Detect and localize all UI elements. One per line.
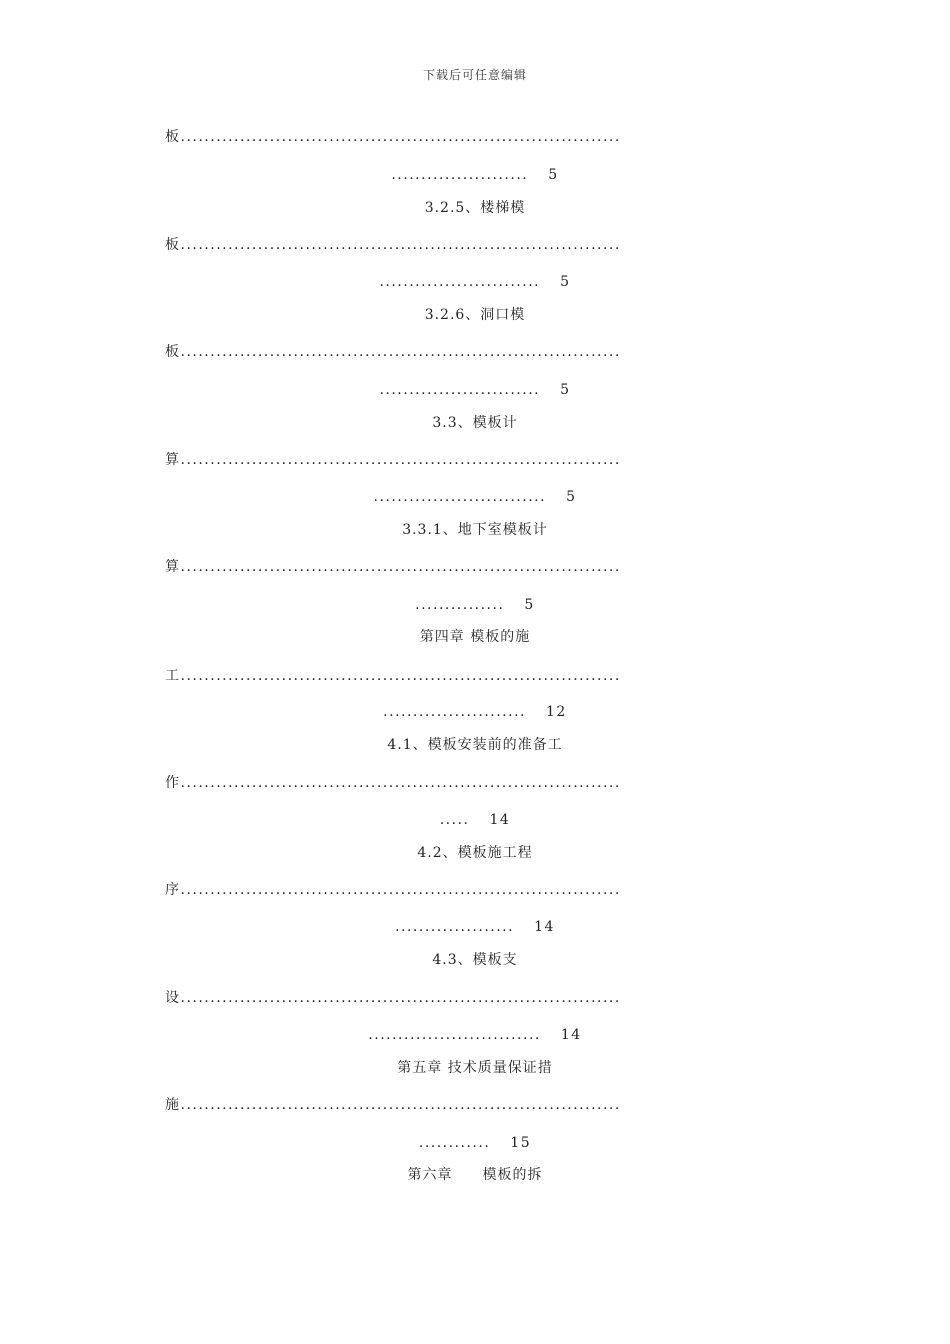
toc-entry-page-line: ............ 15 <box>418 1135 532 1151</box>
toc-entry-lead-line: 设.......................................................................... <box>165 990 621 1006</box>
toc-page-number: 12 <box>545 704 567 720</box>
toc-entry-lead-line: 板.......................................................................... <box>165 129 621 145</box>
toc-entry-title[interactable]: 第五章 技术质量保证措 <box>397 1060 553 1076</box>
toc-page-number: 5 <box>566 489 577 505</box>
toc-entry-page-line: ........................... 5 <box>379 382 571 398</box>
toc-entry-page-line: ..... 14 <box>439 812 511 828</box>
toc-page-number: 15 <box>510 1135 532 1151</box>
toc-entry-title[interactable]: 3.2.6、洞口模 <box>424 307 526 323</box>
toc-entry-title[interactable]: 第四章 模板的施 <box>419 629 531 645</box>
toc-entry-title[interactable]: 第六章 模板的拆 <box>407 1167 543 1183</box>
toc-entry-lead-line: 施.......................................................................... <box>165 1097 621 1113</box>
toc-entry-lead-line: 板.......................................................................... <box>165 344 621 360</box>
toc-page-number: 5 <box>560 274 571 290</box>
page-header: 下载后可任意编辑 <box>422 68 527 82</box>
toc-entry-lead-line: 工.......................................................................... <box>165 668 621 684</box>
toc-page-number: 5 <box>524 597 535 613</box>
toc-entry-lead-line: 算.......................................................................... <box>165 559 621 575</box>
toc-entry-page-line: ............... 5 <box>415 597 535 613</box>
toc-entry-page-line: ........................... 5 <box>379 274 571 290</box>
toc-entry-lead-line: 算.......................................................................... <box>165 452 621 468</box>
toc-entry-title[interactable]: 3.2.5、楼梯模 <box>424 200 526 216</box>
toc-entry-page-line: ............................. 14 <box>368 1027 582 1043</box>
toc-entry-page-line: ............................. 5 <box>373 489 577 505</box>
toc-entry-title[interactable]: 3.3.1、地下室模板计 <box>402 522 548 538</box>
toc-entry-lead-line: 序.......................................................................... <box>165 882 621 898</box>
toc-entry-lead-line: 板.......................................................................... <box>165 237 621 253</box>
toc-page-number: 14 <box>489 812 511 828</box>
toc-entry-title[interactable]: 4.2、模板施工程 <box>417 845 533 861</box>
toc-entry-page-line: ....................... 5 <box>391 167 559 183</box>
toc-entry-title[interactable]: 4.1、模板安装前的准备工 <box>387 737 563 753</box>
toc-entry-page-line: .................... 14 <box>395 919 555 935</box>
toc-page-number: 14 <box>560 1027 582 1043</box>
toc-page-number: 5 <box>548 167 559 183</box>
toc-page-number: 14 <box>534 919 555 935</box>
toc-entry-title[interactable]: 4.3、模板支 <box>432 952 518 968</box>
toc-entry-lead-line: 作.......................................................................... <box>165 775 621 791</box>
toc-page-number: 5 <box>560 382 571 398</box>
toc-entry-page-line: ........................ 12 <box>383 704 567 720</box>
toc-entry-title[interactable]: 3.3、模板计 <box>432 415 518 431</box>
